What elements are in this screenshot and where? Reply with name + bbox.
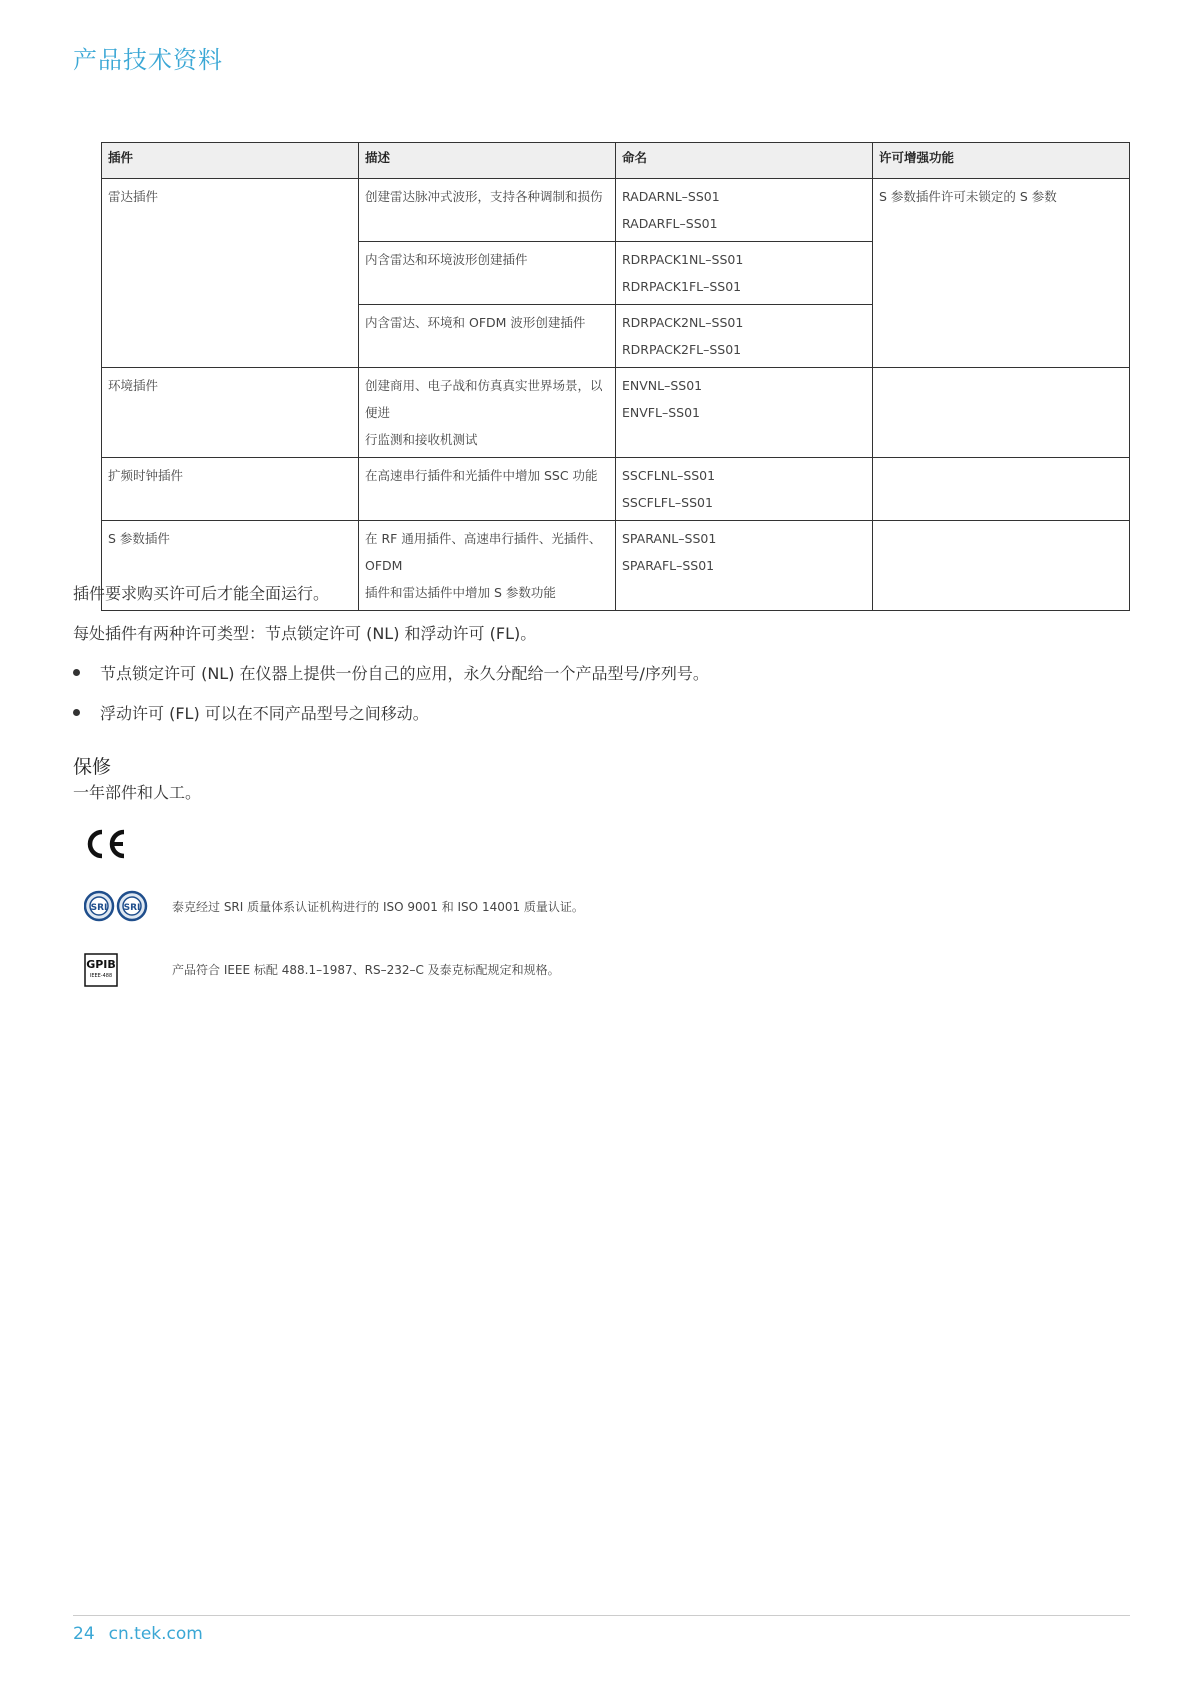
sri-certification-text: 泰克经过 SRI 质量体系认证机构进行的 ISO 9001 和 ISO 14001 质量认证。 [172,900,584,914]
description-line: 行监测和接收机测试 [365,432,478,447]
license-feature-cell [873,458,1130,521]
product-code: RADARFL–SS01 [622,216,718,231]
page-header-title: 产品技术资料 [73,46,223,74]
description-line: 在高速串行插件和光插件中增加 SSC 功能 [365,468,598,483]
table-row [102,458,1130,521]
description-line: 创建商用、电子战和仿真真实世界场景，以便进 [365,378,603,420]
name-cell [616,521,873,611]
product-code: ENVNL–SS01 [622,378,703,393]
bullet-item [73,701,429,724]
gpib-compliance-text: 产品符合 IEEE 标配 488.1–1987、RS–232–C 及泰克标配规定和规格。 [172,963,560,977]
plugin-cell: 雷达插件 [102,179,359,368]
product-code: SPARAFL–SS01 [622,558,715,573]
product-code: RDRPACK1FL–SS01 [622,279,742,294]
bullet-item [73,661,709,684]
product-code: SSCFLFL–SS01 [622,495,713,510]
table-header-row [102,143,1130,179]
plugin-cell: 环境插件 [102,368,359,458]
description-cell [359,305,616,368]
product-code: RADARNL–SS01 [622,189,720,204]
bullet-text: 节点锁定许可 (NL) 在仪器上提供一份自己的应用，永久分配给一个产品型号/序列号。 [100,664,709,683]
product-code: SPARANL–SS01 [622,531,717,546]
table-row [102,179,1130,242]
license-feature-cell [873,521,1130,611]
description-cell [359,179,616,242]
description-line: 内含雷达、环境和 OFDM 波形创建插件 [365,315,586,330]
license-types-text: 每处插件有两种许可类型：节点锁定许可 (NL) 和浮动许可 (FL)。 [73,624,537,643]
bullet-dot-icon [73,669,80,676]
product-code: ENVFL–SS01 [622,405,700,420]
description-cell [359,368,616,458]
bullet-text: 浮动许可 (FL) 可以在不同产品型号之间移动。 [100,704,429,723]
column-header-plugin: 插件 [102,143,359,179]
footer-divider [73,1615,1130,1616]
column-header-name: 命名 [616,143,873,179]
name-cell [616,458,873,521]
name-cell [616,305,873,368]
column-header-license-feature: 许可增强功能 [873,143,1130,179]
license-requirement-text: 插件要求购买许可后才能全面运行。 [73,584,330,603]
sri-logo-text: SRI [90,903,108,913]
sri-certification-logo-icon [84,889,148,923]
license-feature-cell [873,368,1130,458]
page-footer [73,1624,203,1644]
bullet-dot-icon [73,709,80,716]
ce-mark-icon [84,828,128,860]
column-header-description: 描述 [359,143,616,179]
warranty-text: 一年部件和人工。 [73,783,202,802]
product-code: RDRPACK1NL–SS01 [622,252,744,267]
description-cell [359,242,616,305]
gpib-logo-subtext: IEEE-488 [89,973,113,979]
sri-logo-text: SRI [123,903,141,913]
name-cell [616,368,873,458]
product-code: RDRPACK2NL–SS01 [622,315,744,330]
table-row [102,368,1130,458]
footer-site-link[interactable]: cn.tek.com [108,1624,203,1644]
product-code: SSCFLNL–SS01 [622,468,716,483]
gpib-logo-text: GPIB [86,958,116,971]
description-cell [359,521,616,611]
plugin-table [101,142,1130,611]
description-line: 内含雷达和环境波形创建插件 [365,252,528,267]
license-feature-cell: S 参数插件许可未锁定的 S 参数 [873,179,1130,368]
product-code: RDRPACK2FL–SS01 [622,342,742,357]
warranty-heading: 保修 [73,756,112,778]
name-cell [616,179,873,242]
description-line: 在 RF 通用插件、高速串行插件、光插件、OFDM [365,531,602,573]
plugin-cell: 扩频时钟插件 [102,458,359,521]
plugin-cell: S 参数插件 [102,521,359,611]
description-cell [359,458,616,521]
description-line: 创建雷达脉冲式波形，支持各种调制和损伤 [365,189,603,204]
name-cell [616,242,873,305]
description-line: 插件和雷达插件中增加 S 参数功能 [365,585,556,600]
gpib-logo-icon [84,953,118,987]
page-number: 24 [73,1624,95,1644]
